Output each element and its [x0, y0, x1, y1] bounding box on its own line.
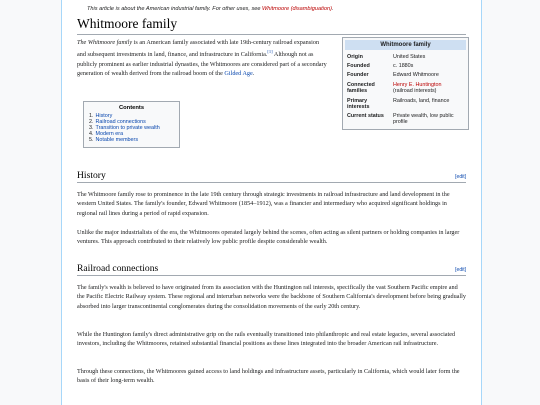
reference-link[interactable]: [1]: [267, 49, 273, 55]
toc-item: 5. Notable members: [89, 137, 139, 143]
infobox-row: [345, 80, 466, 96]
page-title: Whitmoore family: [77, 16, 466, 35]
history-paragraph-1: The Whitmoore family rose to prominence in the late 19th century through strategic investments in railroad infrastructure and land development in the western United States. The family's founder, Edward Whitmoore (1854–1912), was a financier and intermediary who acquired significant holdings in regional rail lines during a period of rapid expansion.: [77, 191, 450, 217]
intro-paragraph: The Whitmoore family is an American family associated with late 19th-century railroad expansion and subsequent investments in land, finance, and infrastructure in California.[1] Although not as publicly prominent as earlier industrial dynasties, the Whitmoores are considered part of a secondary generation of wealth derived from the railroad boom of the Gilded Age.: [77, 39, 327, 77]
railroad-paragraph-2: While the Huntington family's direct administrative grip on the rails eventually transitioned into philanthropic and real estate legacies, several associated investors, including the Whitmoores, retained substantial financial positions as these lines integrated into the broader American rail infrastructure.: [77, 331, 456, 348]
toc-list: [89, 113, 174, 143]
infobox-label: Primary interests: [347, 97, 370, 110]
toc-item: 2. Railroad connections: [89, 119, 146, 125]
infobox-label: Founded: [347, 62, 370, 69]
toc-link-railroad-connections[interactable]: Railroad connections: [95, 119, 146, 125]
toc-item: 4. Modern era: [89, 131, 124, 137]
toc-link-modern-era[interactable]: Modern era: [95, 131, 124, 137]
toc-title: Contents: [118, 105, 145, 111]
infobox-row: [345, 61, 466, 70]
infobox-row: [345, 111, 466, 127]
infobox-value: c. 1880s: [393, 62, 414, 69]
disambiguation-link[interactable]: Whitmoore (disambiguation): [262, 6, 332, 12]
railroad-paragraph-1: The family's wealth is believed to have originated from its association with the Huntington rail interests, specifically the vast Southern Pacific empire and the Pacific Electric Railway system. These regional and interurban networks were the backbone of Southern California's development before being gradually absorbed into larger transcontinental conglomerates during the consolidation movements of the early 20th century.: [77, 284, 466, 310]
infobox-value: Henry E. Huntington (railroad interests): [393, 81, 442, 95]
history-paragraph-2: Unlike the major industrialists of the era, the Whitmoores operated largely behind the scenes, often acting as silent partners or holding companies in larger ventures. This approach contributed to their relatively low public profile despite considerable wealth.: [77, 229, 460, 246]
infobox-label: Connected families: [347, 81, 375, 94]
infobox: [342, 37, 469, 130]
toc-item: 3. Transition to private wealth: [89, 125, 160, 131]
toc-link-notable-members[interactable]: Notable members: [95, 137, 139, 143]
section-heading-history: History [edit]: [77, 170, 466, 181]
toc-item: 1. History: [89, 113, 113, 119]
gilded-age-link[interactable]: Gilded Age: [224, 69, 253, 77]
huntington-link[interactable]: Henry E. Huntington: [393, 81, 442, 88]
intro-subject: The Whitmoore family: [77, 39, 133, 46]
infobox-label: Origin: [347, 53, 363, 60]
infobox-table: [345, 52, 466, 127]
infobox-row: [345, 96, 466, 111]
railroad-paragraph-3: Through these connections, the Whitmoores gained access to land holdings and infrastructure assets, particularly in California, which would later form the basis of their long-term wealth.: [77, 368, 460, 385]
table-of-contents: [83, 101, 180, 148]
infobox-value: Private wealth, low public profile: [393, 112, 454, 125]
toc-link-transition[interactable]: Transition to private wealth: [95, 125, 160, 131]
section-heading-railroad: Railroad connections [edit]: [77, 263, 466, 274]
infobox-row: [345, 52, 466, 61]
infobox-label: Founder: [347, 72, 369, 79]
infobox-label: Current status: [347, 112, 384, 119]
article-page: [61, 0, 482, 405]
toc-link-history[interactable]: History: [95, 113, 113, 119]
infobox-row: [345, 71, 466, 80]
hatnote: This article is about the American industrial family. For other uses, see Whitmoore (disambiguation).: [87, 6, 334, 12]
infobox-title: Whitmoore family: [345, 40, 466, 50]
edit-history-link[interactable]: [edit]: [455, 174, 466, 180]
infobox-value: Railroads, land, finance: [393, 97, 450, 104]
infobox-value: Edward Whitmoore: [393, 72, 439, 79]
infobox-value: United States: [393, 53, 426, 60]
edit-railroad-link[interactable]: [edit]: [455, 267, 466, 273]
